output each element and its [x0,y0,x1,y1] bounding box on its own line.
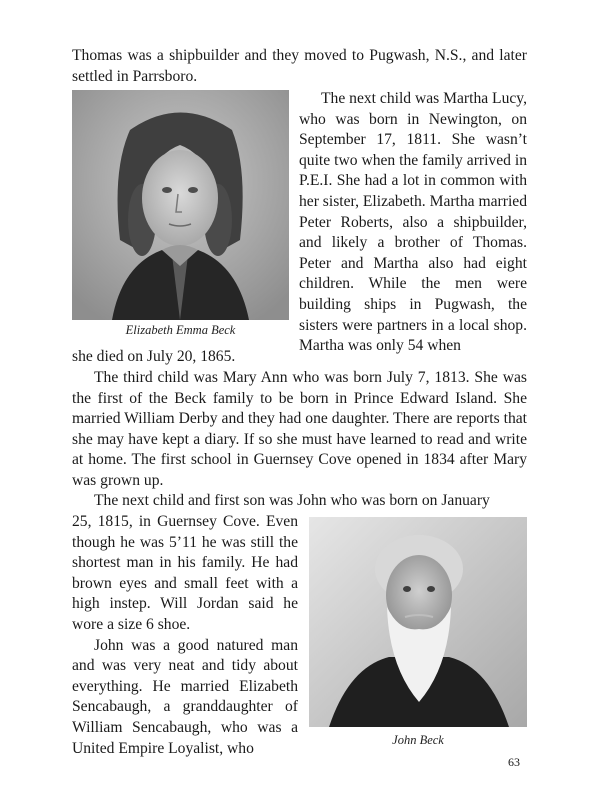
martha-paragraph [299,89,527,357]
portrait-woman-image [72,90,289,320]
martha-continuation [72,347,527,368]
portrait-man-image [309,517,527,727]
top-paragraph-text: Thomas was a shipbuilder and they moved to Pugwash, N.S., and later settled in Parrsboro. [72,47,527,85]
caption-john-beck: John Beck [392,733,444,747]
page-number: 63 [508,755,520,769]
john-paragraph-text: 25, 1815, in Guernsey Cove. Even though he was 5’11 he was still the shortest man in his family. He had brown eyes and small feet with a high instep. Will Jordan said he wore a size 6 shoe. [72,513,298,633]
john-paragraph-first-line [72,491,527,512]
portrait-john-beck [309,517,527,727]
martha-continuation-text: she died on July 20, 1865. [72,348,236,365]
portrait-elizabeth-emma-beck [72,90,289,320]
john-second-paragraph-text: John was a good natured man and was very neat and tidy about everything. He married Elizabeth Sencabaugh, a granddaughter of William Sencabaugh, who was a United Empire Loyalist, who [72,636,298,757]
john-paragraph [72,512,298,759]
mary-ann-paragraph [72,368,527,492]
martha-paragraph-text: The next child was Martha Lucy, who was born in Newington, on September 17, 1811. She wasn’t quite two when the family arrived in P.E.I. She had a lot in common with her sister, Elizabeth. Martha married Peter Roberts, also a shipbuilder, and likely a brother of Thomas. Peter and Martha also had eight children. While the men were building ships in Pugwash, the sisters were partners in a local shop. Martha was only 54 when [299,90,527,355]
john-first-line-text: The next child and first son was John who was born on January [94,492,490,509]
caption-elizabeth-emma-beck: Elizabeth Emma Beck [125,323,236,337]
top-paragraph [72,46,527,87]
mary-ann-paragraph-text: The third child was Mary Ann who was born July 7, 1813. She was the first of the Beck family to be born in Prince Edward Island. She married William Derby and they had one daughter. There are reports that she may have kept a diary. If so she must have learned to read and write at home. The first school in Guernsey Cove opened in 1834 after Mary was grown up. [72,369,527,489]
